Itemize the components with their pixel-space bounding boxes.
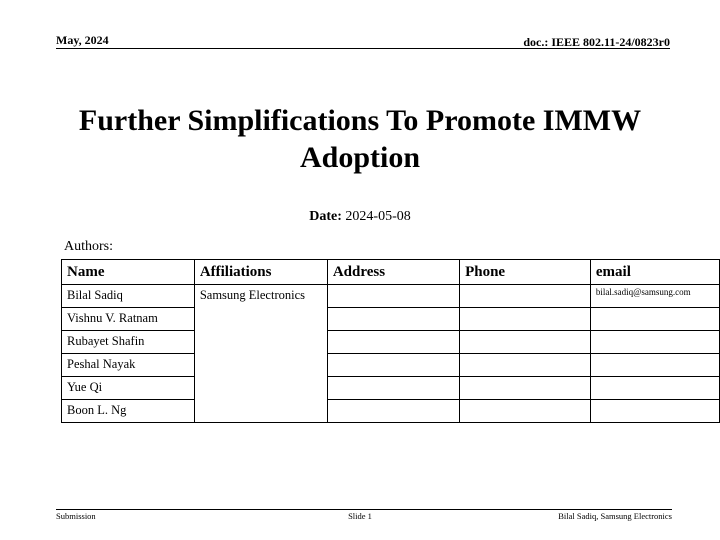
slide-title: Further Simplifications To Promote IMMW Adoption — [78, 104, 642, 174]
author-address — [327, 400, 459, 423]
header-address: Address — [327, 260, 459, 285]
table-header-row — [62, 260, 720, 285]
author-name: Bilal Sadiq — [62, 285, 195, 308]
author-address — [327, 331, 459, 354]
author-address — [327, 308, 459, 331]
header-affiliations: Affiliations — [194, 260, 327, 285]
date-value: 2024-05-08 — [345, 209, 411, 224]
author-address — [327, 354, 459, 377]
author-address — [327, 285, 459, 308]
author-phone — [460, 285, 591, 308]
author-name: Yue Qi — [62, 377, 195, 400]
footer-slide-number: Slide 1 — [348, 511, 372, 521]
table-row — [62, 354, 720, 377]
table-row — [62, 400, 720, 423]
author-phone — [460, 308, 591, 331]
author-affiliation: Samsung Electronics — [194, 285, 327, 423]
author-address — [327, 377, 459, 400]
date-line — [0, 209, 720, 225]
table-row — [62, 285, 720, 308]
authors-label: Authors: — [64, 239, 113, 254]
footer-rule — [56, 509, 672, 510]
header-phone: Phone — [460, 260, 591, 285]
author-phone — [460, 400, 591, 423]
author-email — [590, 354, 719, 377]
author-phone — [460, 354, 591, 377]
table-row — [62, 377, 720, 400]
author-name: Peshal Nayak — [62, 354, 195, 377]
author-phone — [460, 377, 591, 400]
authors-table — [61, 259, 720, 423]
author-name: Boon L. Ng — [62, 400, 195, 423]
header-email: email — [590, 260, 719, 285]
author-name: Vishnu V. Ratnam — [62, 308, 195, 331]
author-email — [590, 331, 719, 354]
header-doc-id: doc.: IEEE 802.11-24/0823r0 — [523, 35, 670, 49]
author-email — [590, 400, 719, 423]
author-email — [590, 377, 719, 400]
author-email: bilal.sadiq@samsung.com — [590, 285, 719, 308]
footer-author: Bilal Sadiq, Samsung Electronics — [558, 511, 672, 521]
table-row — [62, 331, 720, 354]
author-email — [590, 308, 719, 331]
header-date: May, 2024 — [56, 33, 109, 47]
footer-submission: Submission — [56, 511, 96, 521]
header-name: Name — [62, 260, 195, 285]
header-rule — [56, 48, 670, 49]
author-phone — [460, 331, 591, 354]
date-label: Date: — [309, 209, 342, 224]
table-row — [62, 308, 720, 331]
author-name: Rubayet Shafin — [62, 331, 195, 354]
